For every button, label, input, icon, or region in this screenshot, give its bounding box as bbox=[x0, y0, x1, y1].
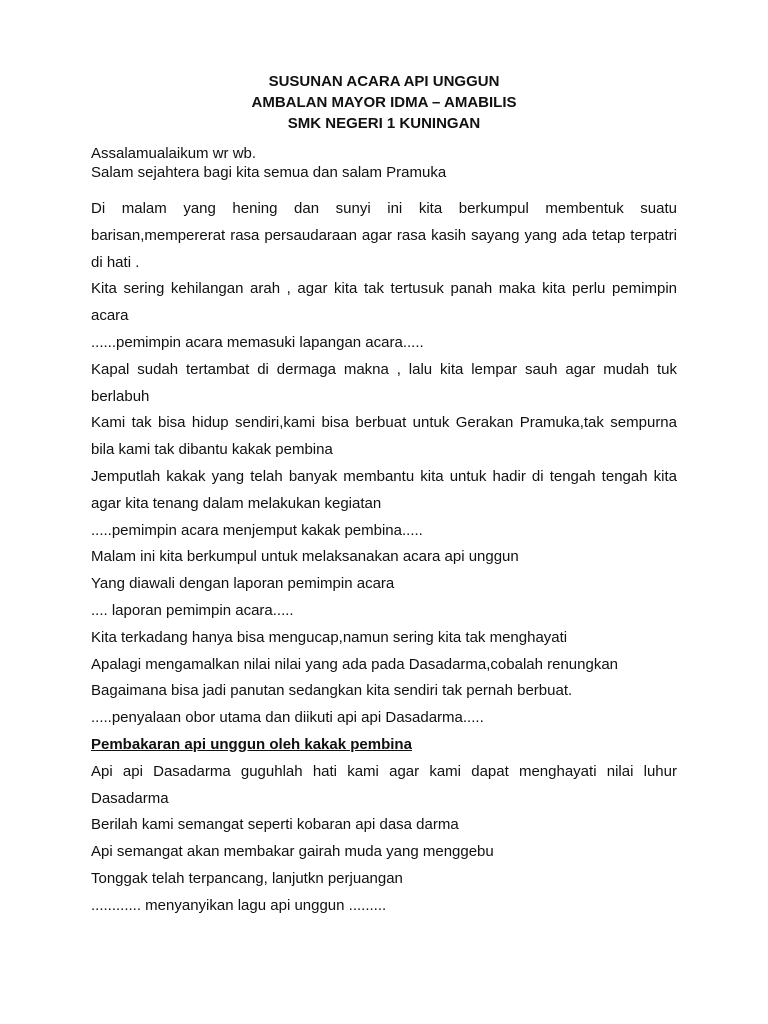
paragraph: Yang diawali dengan laporan pemimpin acara bbox=[91, 575, 395, 593]
greeting-line-2: Salam sejahtera bagi kita semua dan salam Pramuka bbox=[91, 164, 447, 181]
stage-direction: .... laporan pemimpin acara..... bbox=[91, 601, 294, 619]
paragraph: Tonggak telah terpancang, lanjutkn perjuangan bbox=[91, 869, 403, 887]
paragraph: Kapal sudah tertambat di dermaga makna , lalu kita lempar sauh agar mudah tuk berlabuh bbox=[91, 360, 677, 405]
paragraph: Apalagi mengamalkan nilai nilai yang ada pada Dasadarma,cobalah renungkan bbox=[91, 655, 619, 673]
paragraph: Kami tak bisa hidup sendiri,kami bisa berbuat untuk Gerakan Pramuka,tak sempurna bila kami tak dibantu kakak pembina bbox=[91, 414, 677, 459]
paragraph: Kita terkadang hanya bisa mengucap,namun sering kita tak menghayati bbox=[91, 628, 568, 646]
paragraph: Jemputlah kakak yang telah banyak membantu kita untuk hadir di tengah tengah kita agar kita tenang dalam melakukan kegiatan bbox=[91, 467, 677, 512]
paragraph: Api semangat akan membakar gairah muda yang menggebu bbox=[91, 843, 494, 861]
paragraph: Berilah kami semangat seperti kobaran api dasa darma bbox=[91, 816, 459, 834]
paragraph: Di malam yang hening dan sunyi ini kita berkumpul membentuk suatu barisan,mempererat rasa persaudaraan agar rasa kasih sayang yang ada tetap terpatri di hati . bbox=[91, 200, 677, 271]
stage-direction: .....penyalaan obor utama dan diikuti api api Dasadarma..... bbox=[91, 709, 484, 727]
document-body bbox=[91, 196, 677, 920]
title-line-2: AMBALAN MAYOR IDMA – AMABILIS bbox=[251, 94, 517, 111]
stage-direction: .....pemimpin acara menjemput kakak pembina..... bbox=[91, 521, 423, 539]
title-line-1: SUSUNAN ACARA API UNGGUN bbox=[268, 73, 500, 90]
paragraph: Malam ini kita berkumpul untuk melaksanakan acara api unggun bbox=[91, 548, 519, 566]
section-heading: Pembakaran api unggun oleh kakak pembina bbox=[91, 735, 412, 753]
stage-direction: ......pemimpin acara memasuki lapangan acara..... bbox=[91, 333, 424, 351]
paragraph: Bagaimana bisa jadi panutan sedangkan kita sendiri tak pernah berbuat. bbox=[91, 682, 573, 700]
document-title bbox=[0, 71, 768, 134]
paragraph: Api api Dasadarma guguhlah hati kami agar kami dapat menghayati nilai luhur Dasadarma bbox=[91, 762, 677, 807]
greeting-line-1: Assalamualaikum wr wb. bbox=[91, 145, 257, 162]
stage-direction: ............ menyanyikan lagu api unggun ......... bbox=[91, 896, 387, 914]
title-line-3: SMK NEGERI 1 KUNINGAN bbox=[287, 115, 481, 132]
paragraph: Kita sering kehilangan arah , agar kita tak tertusuk panah maka kita perlu pemimpin acara bbox=[91, 280, 677, 325]
greeting bbox=[91, 144, 681, 182]
